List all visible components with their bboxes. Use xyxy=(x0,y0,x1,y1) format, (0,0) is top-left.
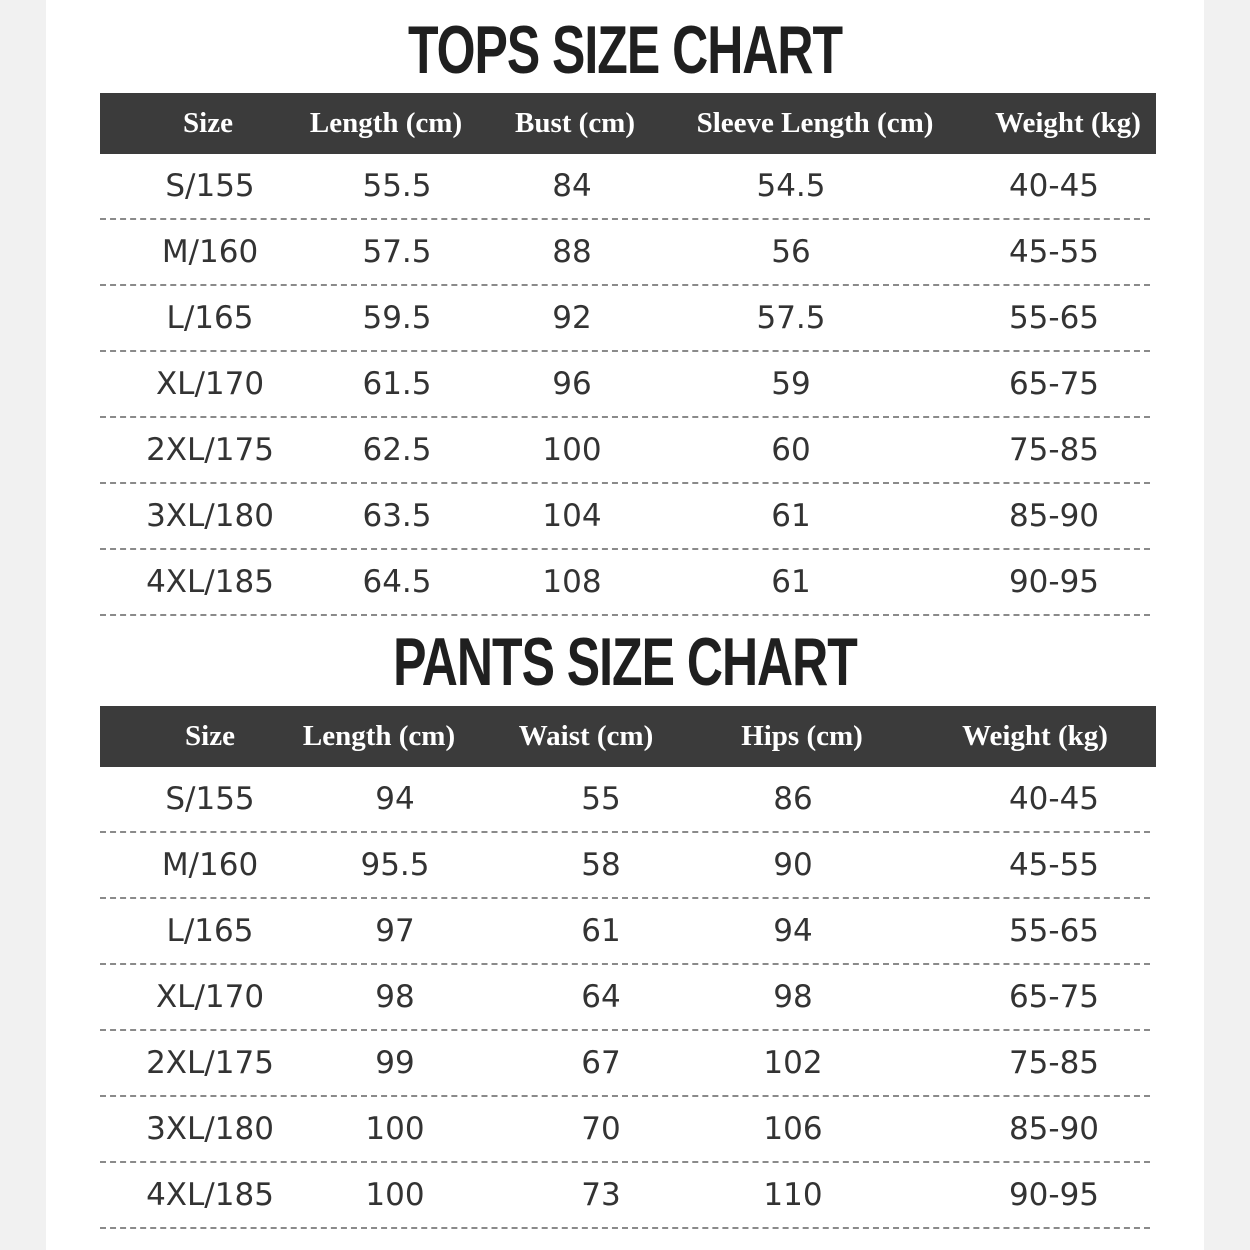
tops-table-row xyxy=(100,286,1150,352)
tops-table-cell: M/160 xyxy=(161,234,259,270)
tops-header-cell: Weight (kg) xyxy=(995,107,1141,139)
tops-table-cell: 2XL/175 xyxy=(146,432,274,468)
pants-table-cell: 94 xyxy=(773,913,813,949)
pants-table-cell: 45-55 xyxy=(1008,847,1100,883)
tops-table-cell: 84 xyxy=(552,168,592,204)
tops-table-cell: 57.5 xyxy=(756,300,826,336)
tops-table-cell: 54.5 xyxy=(756,168,826,204)
tops-table-row xyxy=(100,484,1150,550)
pants-table-cell: 97 xyxy=(375,913,415,949)
pants-table-cell: 70 xyxy=(581,1111,621,1147)
tops-header-cell: Length (cm) xyxy=(309,107,463,139)
tops-table-cell: 56 xyxy=(771,234,811,270)
pants-table-cell: 64 xyxy=(581,979,621,1015)
tops-table-cell: 90-95 xyxy=(1008,564,1100,600)
tops-table-row xyxy=(100,220,1150,286)
tops-table-cell: S/155 xyxy=(165,168,255,204)
pants-header-cell: Weight (kg) xyxy=(962,720,1108,752)
pants-table-cell: 75-85 xyxy=(1008,1045,1100,1081)
tops-table-cell: XL/170 xyxy=(155,366,265,402)
pants-table-cell: 106 xyxy=(763,1111,823,1147)
tops-table-cell: 88 xyxy=(552,234,592,270)
pants-table-cell: 86 xyxy=(773,781,813,817)
tops-header-cell: Size xyxy=(183,107,233,139)
tops-table-cell: 59.5 xyxy=(362,300,432,336)
pants-table-cell: M/160 xyxy=(161,847,259,883)
tops-header-cell: Bust (cm) xyxy=(514,107,636,139)
pants-table-row xyxy=(100,899,1150,965)
pants-header-cell: Size xyxy=(185,720,235,752)
tops-table-row xyxy=(100,550,1150,616)
pants-table-row xyxy=(100,965,1150,1031)
pants-table-cell: 95.5 xyxy=(360,847,430,883)
pants-table-cell: 100 xyxy=(365,1111,425,1147)
pants-header-cell: Waist (cm) xyxy=(518,720,654,752)
tops-table-cell: 96 xyxy=(552,366,592,402)
tops-table-cell: 104 xyxy=(542,498,602,534)
pants-table-cell: 2XL/175 xyxy=(146,1045,274,1081)
tops-table-cell: 64.5 xyxy=(362,564,432,600)
pants-table-cell: 65-75 xyxy=(1008,979,1100,1015)
tops-table-cell: 55-65 xyxy=(1008,300,1100,336)
pants-table-cell: 100 xyxy=(365,1177,425,1213)
tops-table-cell: L/165 xyxy=(166,300,254,336)
tops-size-chart-title: TOPS SIZE CHART xyxy=(407,12,843,88)
tops-table-cell: 75-85 xyxy=(1008,432,1100,468)
tops-table-cell: 57.5 xyxy=(362,234,432,270)
pants-table-row xyxy=(100,833,1150,899)
pants-table-cell: L/165 xyxy=(166,913,254,949)
pants-table-header xyxy=(100,706,1156,767)
tops-table-cell: 60 xyxy=(771,432,811,468)
pants-header-cell: Hips (cm) xyxy=(741,720,863,752)
tops-table-cell: 61 xyxy=(771,564,811,600)
tops-table-cell: 55.5 xyxy=(362,168,432,204)
tops-table-cell: 108 xyxy=(542,564,602,600)
tops-table-cell: 45-55 xyxy=(1008,234,1100,270)
tops-header-cell: Sleeve Length (cm) xyxy=(696,107,934,139)
tops-table-cell: 3XL/180 xyxy=(146,498,274,534)
pants-table-cell: 85-90 xyxy=(1008,1111,1100,1147)
tops-table-row xyxy=(100,418,1150,484)
pants-table-cell: 40-45 xyxy=(1008,781,1100,817)
pants-table-cell: S/155 xyxy=(165,781,255,817)
pants-table-cell: 73 xyxy=(581,1177,621,1213)
tops-table-cell: 61 xyxy=(771,498,811,534)
tops-table-row xyxy=(100,352,1150,418)
pants-header-cell: Length (cm) xyxy=(302,720,456,752)
tops-table-cell: 4XL/185 xyxy=(146,564,274,600)
tops-table-cell: 92 xyxy=(552,300,592,336)
pants-table-cell: 55 xyxy=(581,781,621,817)
pants-table-cell: 58 xyxy=(581,847,621,883)
tops-table-cell: 61.5 xyxy=(362,366,432,402)
tops-table-cell: 59 xyxy=(771,366,811,402)
pants-table-cell: 67 xyxy=(581,1045,621,1081)
pants-table-row xyxy=(100,1163,1150,1229)
tops-table-cell: 62.5 xyxy=(362,432,432,468)
pants-table-row xyxy=(100,1031,1150,1097)
pants-table-cell: XL/170 xyxy=(155,979,265,1015)
pants-table-cell: 90 xyxy=(773,847,813,883)
tops-table-cell: 40-45 xyxy=(1008,168,1100,204)
pants-table-cell: 94 xyxy=(375,781,415,817)
tops-table-cell: 85-90 xyxy=(1008,498,1100,534)
tops-table-cell: 63.5 xyxy=(362,498,432,534)
pants-table-cell: 98 xyxy=(773,979,813,1015)
pants-table-row xyxy=(100,767,1150,833)
pants-size-chart-title: PANTS SIZE CHART xyxy=(393,624,857,700)
tops-table-header xyxy=(100,93,1156,154)
pants-table-row xyxy=(100,1097,1150,1163)
tops-table-cell: 100 xyxy=(542,432,602,468)
pants-table-cell: 99 xyxy=(375,1045,415,1081)
pants-table-cell: 102 xyxy=(763,1045,823,1081)
pants-table-cell: 4XL/185 xyxy=(146,1177,274,1213)
tops-table-row xyxy=(100,154,1150,220)
pants-table-cell: 90-95 xyxy=(1008,1177,1100,1213)
tops-table-cell: 65-75 xyxy=(1008,366,1100,402)
pants-table-cell: 3XL/180 xyxy=(146,1111,274,1147)
pants-table-cell: 110 xyxy=(763,1177,823,1213)
pants-table-cell: 61 xyxy=(581,913,621,949)
pants-table-cell: 98 xyxy=(375,979,415,1015)
pants-table-cell: 55-65 xyxy=(1008,913,1100,949)
